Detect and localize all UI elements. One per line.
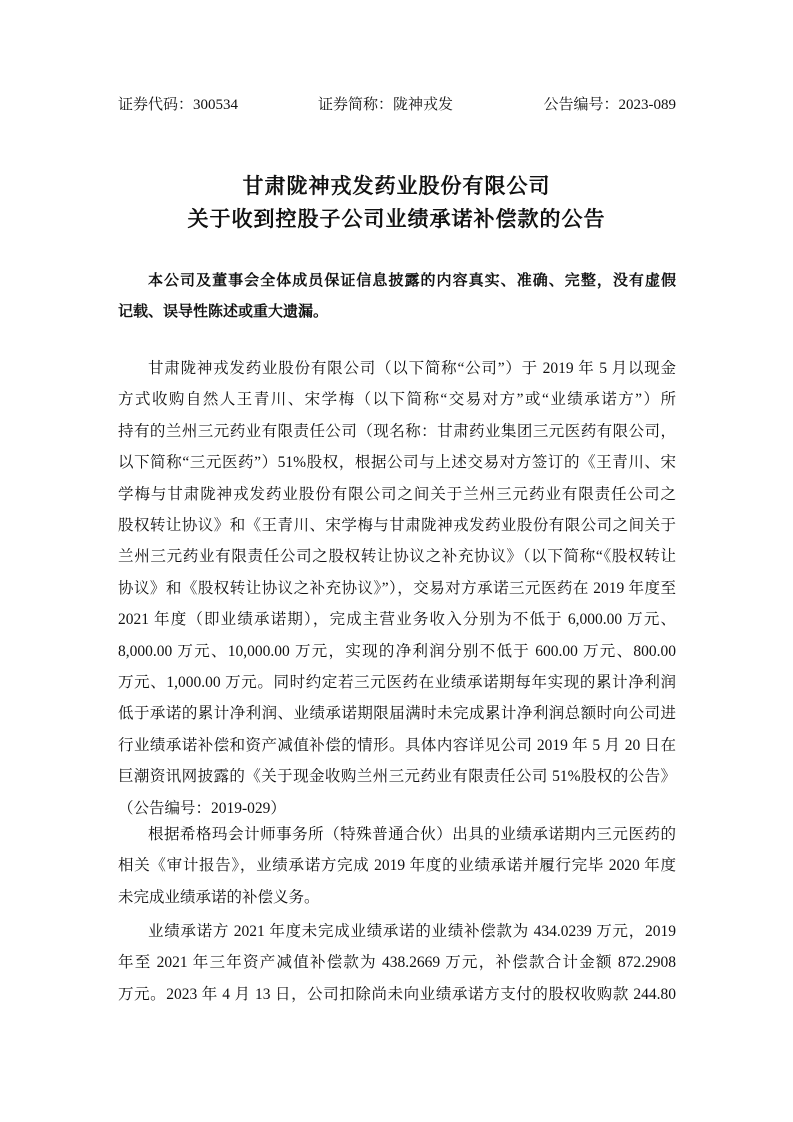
paragraph-line: 低于承诺的累计净利润、业绩承诺期限届满时未完成累计净利润总额时向公司进 [118,705,676,723]
stock-name: 证券简称：陇神戎发 [318,97,454,113]
statement-line: 本公司及董事会全体成员保证信息披露的内容真实、准确、完整，没有虚假 [148,271,676,289]
paragraph-line: 协议》和《股权转让协议之补充协议》”），交易对方承诺三元医药在 2019 年度至 [118,579,676,597]
paragraph-line: 万元。2023 年 4 月 13 日，公司扣除尚未向业绩承诺方支付的股权收购款 244.80 [118,985,676,1003]
paragraph-line: 学梅与甘肃陇神戎发药业股份有限公司之间关于兰州三元药业有限责任公司之 [118,485,676,503]
paragraph-line: 方式收购自然人王青川、宋学梅（以下简称“交易对方”或“业绩承诺方”）所 [118,391,676,409]
paragraph-line: 股权转让协议》和《王青川、宋学梅与甘肃陇神戎发药业股份有限公司之间关于 [118,517,676,534]
paragraph-line: 兰州三元药业有限责任公司之股权转让协议之补充协议》（以下简称“《股权转让 [118,548,676,566]
paragraph-line: 以下简称“三元医药”）51%股权，根据公司与上述交易对方签订的《王青川、宋 [118,454,676,472]
paragraph-line: （公告编号：2019-029） [118,799,286,817]
stock-code: 证券代码：300534 [118,97,239,113]
paragraph-line: 未完成业绩承诺的补偿义务。 [118,888,320,906]
paragraph-line: 业绩承诺方 2021 年度未完成业绩承诺的业绩补偿款为 434.0239 万元，2019 [148,923,676,940]
paragraph-line: 8,000.00 万元、10,000.00 万元，实现的净利润分别不低于 600.00 万元、800.00 [118,642,676,660]
paragraph-line: 巨潮资讯网披露的《关于现金收购兰州三元药业有限责任公司 51%股权的公告》 [118,768,676,786]
paragraph-line: 持有的兰州三元药业有限责任公司（现名称：甘肃药业集团三元医药有限公司， [118,422,676,440]
title-company: 甘肃陇神戎发药业股份有限公司 [242,174,551,198]
statement-line: 记载、误导性陈述或重大遗漏。 [118,302,329,320]
paragraph-line: 相关《审计报告》，业绩承诺方完成 2019 年度的业绩承诺并履行完毕 2020 年度 [118,857,676,875]
title-subject: 关于收到控股子公司业绩承诺补偿款的公告 [187,207,606,231]
paragraph-line: 万元、1,000.00 万元。同时约定若三元医药在业绩承诺期每年实现的累计净利润 [118,674,676,691]
paragraph-line: 年至 2021 年三年资产减值补偿款为 438.2669 万元，补偿款合计金额 872.2908 [118,954,676,972]
paragraph-line: 甘肃陇神戎发药业股份有限公司（以下简称“公司”）于 2019 年 5 月以现金 [148,360,676,377]
paragraph-line: 2021 年度（即业绩承诺期），完成主营业务收入分别为不低于 6,000.00 万元、 [118,611,676,629]
paragraph-line: 行业绩承诺补偿和资产减值补偿的情形。具体内容详见公司 2019 年 5 月 20 日在 [118,736,676,754]
announcement-number: 公告编号：2023-089 [543,97,676,113]
paragraph-line: 根据希格玛会计师事务所（特殊普通合伙）出具的业绩承诺期内三元医药的 [148,826,676,843]
